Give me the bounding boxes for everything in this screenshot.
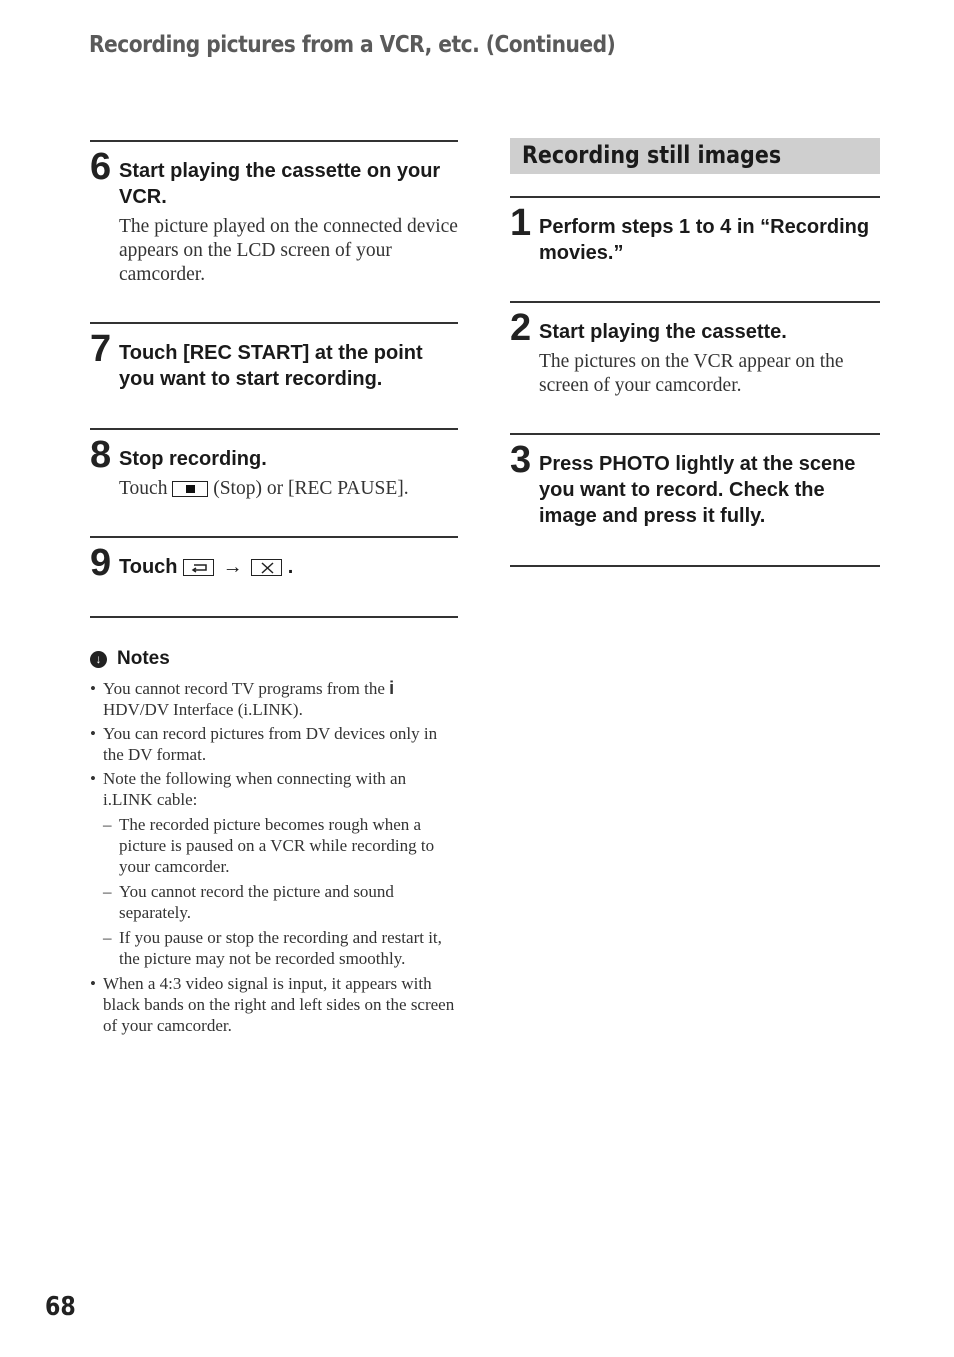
step-heading: Touch [REC START] at the point you want to start recording. [119, 342, 423, 390]
step-6 [90, 140, 458, 322]
step-heading-suffix: . [287, 556, 294, 578]
step-heading: Stop recording. [119, 448, 267, 470]
notes-list [90, 678, 458, 1036]
step-number: 8 [90, 434, 112, 476]
running-header: Recording pictures from a VCR, etc. (Continued) [89, 32, 616, 58]
page-number: 68 [45, 1292, 76, 1322]
list-item [90, 678, 458, 720]
sub-list-item: – If you pause or stop the recording and restart it, the picture may not be recorded smoothly. [103, 927, 458, 969]
notes-heading [90, 648, 458, 670]
note-text: HDV/DV Interface (i.LINK). [103, 700, 303, 719]
section-title: Recording still images [522, 141, 782, 169]
step-body: The picture played on the connected device appears on the LCD screen of your camcorder. [119, 216, 458, 285]
close-icon [251, 559, 282, 576]
notes-icon: ↓ [90, 651, 107, 668]
ilink-icon: i [389, 678, 395, 698]
step-body: The pictures on the VCR appear on the screen of your camcorder. [539, 351, 844, 396]
step-number: 2 [510, 307, 532, 349]
list-item: • You can record pictures from DV devices only in the DV format. [90, 723, 458, 765]
step-heading: Press PHOTO lightly at the scene you want to record. Check the image and press it fully. [539, 453, 856, 527]
notes-title: Notes [117, 648, 170, 669]
arrow-icon: → [222, 556, 243, 578]
step-heading: Start playing the cassette on your VCR. [119, 160, 441, 208]
step-heading [119, 538, 458, 580]
step-8 [90, 428, 458, 536]
note-text: You cannot record TV programs from the [103, 679, 385, 698]
note-text: Note the following when connecting with an i.LINK cable: [103, 769, 407, 809]
stop-icon [172, 481, 208, 497]
section-title-box [510, 138, 880, 174]
step-body [119, 477, 458, 501]
end-rule [510, 565, 880, 567]
sub-list [103, 814, 458, 969]
sub-list-item: – You cannot record the picture and sound separately. [103, 881, 458, 923]
return-icon [183, 559, 214, 576]
step-2 [510, 301, 880, 433]
list-item: • When a 4:3 video signal is input, it appears with black bands on the right and left sides on the screen of your camcorder. [90, 973, 458, 1036]
step-number: 6 [90, 146, 112, 188]
step-9 [90, 536, 458, 616]
step-heading: Perform steps 1 to 4 in “Recording movies.” [539, 216, 870, 264]
step-heading-prefix: Touch [119, 556, 178, 578]
left-column [90, 140, 458, 1039]
step-body-after: (Stop) or [REC PAUSE]. [213, 478, 409, 499]
step-7 [90, 322, 458, 428]
step-1 [510, 196, 880, 301]
step-body-before: Touch [119, 478, 168, 499]
list-item [90, 768, 458, 969]
step-3 [510, 433, 880, 565]
step-number: 3 [510, 439, 532, 481]
step-heading: Start playing the cassette. [539, 321, 787, 343]
step-number: 1 [510, 202, 532, 244]
step-number: 9 [90, 542, 112, 584]
step-number: 7 [90, 328, 112, 370]
end-rule [90, 616, 458, 618]
right-column [510, 138, 880, 567]
sub-list-item: – The recorded picture becomes rough when a picture is paused on a VCR while recording to your camcorder. [103, 814, 458, 877]
